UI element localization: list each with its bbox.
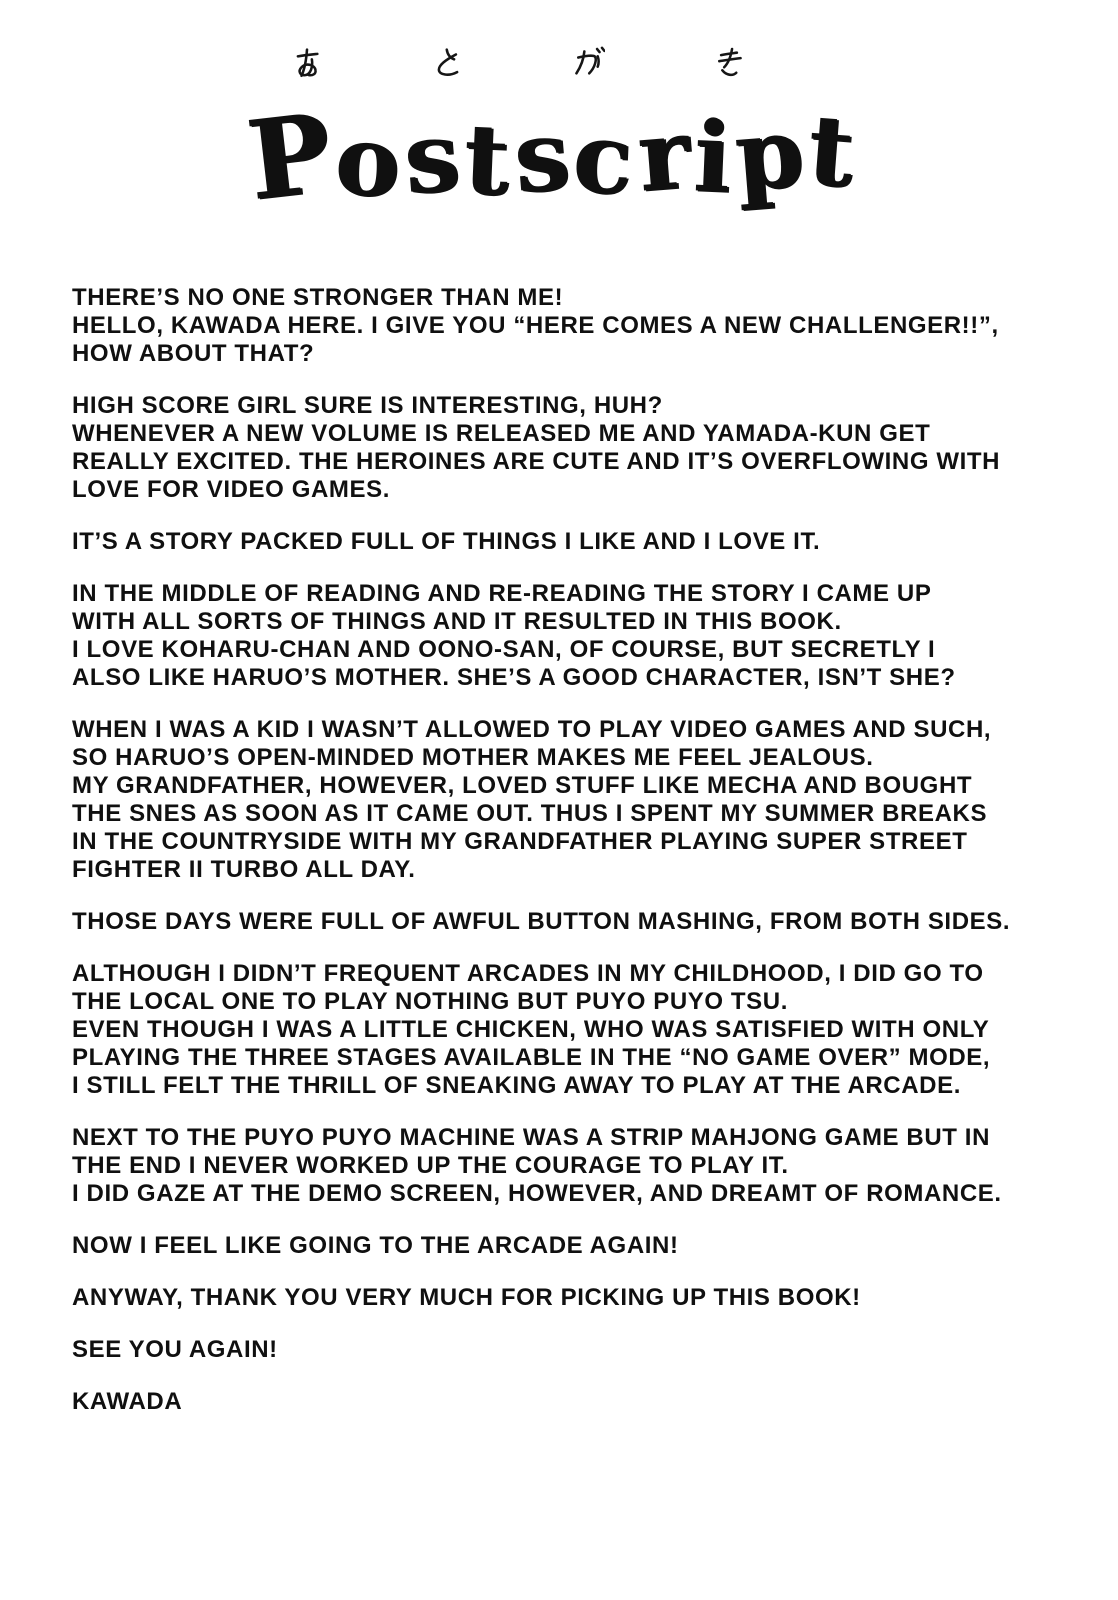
title-block: [241, 46, 863, 226]
paragraph: [72, 1232, 1068, 1260]
text-line: IN THE MIDDLE OF READING AND RE-READING THE STORY I CAME UP: [72, 580, 932, 607]
paragraph: [72, 960, 1068, 1100]
paragraph: [72, 716, 1068, 884]
paragraph: [72, 908, 1068, 936]
paragraph: [72, 528, 1068, 556]
paragraph: [72, 284, 1068, 368]
text-line: HIGH SCORE GIRL SURE IS INTERESTING, HUH?: [72, 392, 663, 419]
text-line: LOVE FOR VIDEO GAMES.: [72, 476, 390, 503]
text-line: I LOVE KOHARU-CHAN AND OONO-SAN, OF COURSE, BUT SECRETLY I: [72, 636, 936, 663]
furigana-kana-a-icon: [290, 46, 324, 80]
text-line: I STILL FELT THE THRILL OF SNEAKING AWAY TO PLAY AT THE ARCADE.: [72, 1072, 961, 1099]
text-line: EVEN THOUGH I WAS A LITTLE CHICKEN, WHO WAS SATISFIED WITH ONLY: [72, 1016, 990, 1043]
text-line: THOSE DAYS WERE FULL OF AWFUL BUTTON MASHING, FROM BOTH SIDES.: [72, 908, 1011, 935]
signature: KAWADA: [72, 1388, 183, 1415]
paragraph: [72, 1336, 1068, 1364]
text-line: WHEN I WAS A KID I WASN’T ALLOWED TO PLAY VIDEO GAMES AND SUCH,: [72, 716, 992, 743]
text-line: SO HARUO’S OPEN-MINDED MOTHER MAKES ME FEEL JEALOUS.: [72, 744, 874, 771]
text-line: ANYWAY, THANK YOU VERY MUCH FOR PICKING UP THIS BOOK!: [72, 1284, 861, 1311]
text-line: REALLY EXCITED. THE HEROINES ARE CUTE AND IT’S OVERFLOWING WITH: [72, 448, 1001, 475]
postscript-letter: [72, 284, 1068, 1416]
paragraph: [72, 580, 1068, 692]
text-line: NEXT TO THE PUYO PUYO MACHINE WAS A STRIP MAHJONG GAME BUT IN: [72, 1124, 991, 1151]
text-line: SEE YOU AGAIN!: [72, 1336, 278, 1363]
furigana-kana-ga-icon: [571, 46, 605, 80]
text-line: IT’S A STORY PACKED FULL OF THINGS I LIKE AND I LOVE IT.: [72, 528, 821, 555]
furigana-kana-to-icon: [431, 46, 465, 80]
text-line: WITH ALL SORTS OF THINGS AND IT RESULTED IN THIS BOOK.: [72, 608, 842, 635]
title-furigana: [248, 46, 820, 82]
paragraph: [72, 1124, 1068, 1208]
text-line: FIGHTER II TURBO ALL DAY.: [72, 856, 416, 883]
text-line: I DID GAZE AT THE DEMO SCREEN, HOWEVER, AND DREAMT OF ROMANCE.: [72, 1180, 1002, 1207]
text-line: THE END I NEVER WORKED UP THE COURAGE TO PLAY IT.: [72, 1152, 789, 1179]
text-line: PLAYING THE THREE STAGES AVAILABLE IN THE “NO GAME OVER” MODE,: [72, 1044, 991, 1071]
text-line: THE SNES AS SOON AS IT CAME OUT. THUS I SPENT MY SUMMER BREAKS: [72, 800, 988, 827]
paragraph: [72, 1284, 1068, 1312]
furigana-kana-ki-icon: [712, 46, 746, 80]
text-line: ALTHOUGH I DIDN’T FREQUENT ARCADES IN MY CHILDHOOD, I DID GO TO: [72, 960, 984, 987]
page-title: Postscript: [241, 87, 863, 226]
text-line: THERE’S NO ONE STRONGER THAN ME!: [72, 284, 564, 311]
text-line: NOW I FEEL LIKE GOING TO THE ARCADE AGAIN!: [72, 1232, 679, 1259]
text-line: THE LOCAL ONE TO PLAY NOTHING BUT PUYO PUYO TSU.: [72, 988, 788, 1015]
text-line: WHENEVER A NEW VOLUME IS RELEASED ME AND YAMADA-KUN GET: [72, 420, 931, 447]
text-line: HOW ABOUT THAT?: [72, 340, 315, 367]
text-line: ALSO LIKE HARUO’S MOTHER. SHE’S A GOOD CHARACTER, ISN’T SHE?: [72, 664, 956, 691]
text-line: MY GRANDFATHER, HOWEVER, LOVED STUFF LIKE MECHA AND BOUGHT: [72, 772, 973, 799]
text-line: HELLO, KAWADA HERE. I GIVE YOU “HERE COMES A NEW CHALLENGER!!”,: [72, 312, 999, 339]
paragraph: [72, 392, 1068, 504]
text-line: IN THE COUNTRYSIDE WITH MY GRANDFATHER PLAYING SUPER STREET: [72, 828, 968, 855]
